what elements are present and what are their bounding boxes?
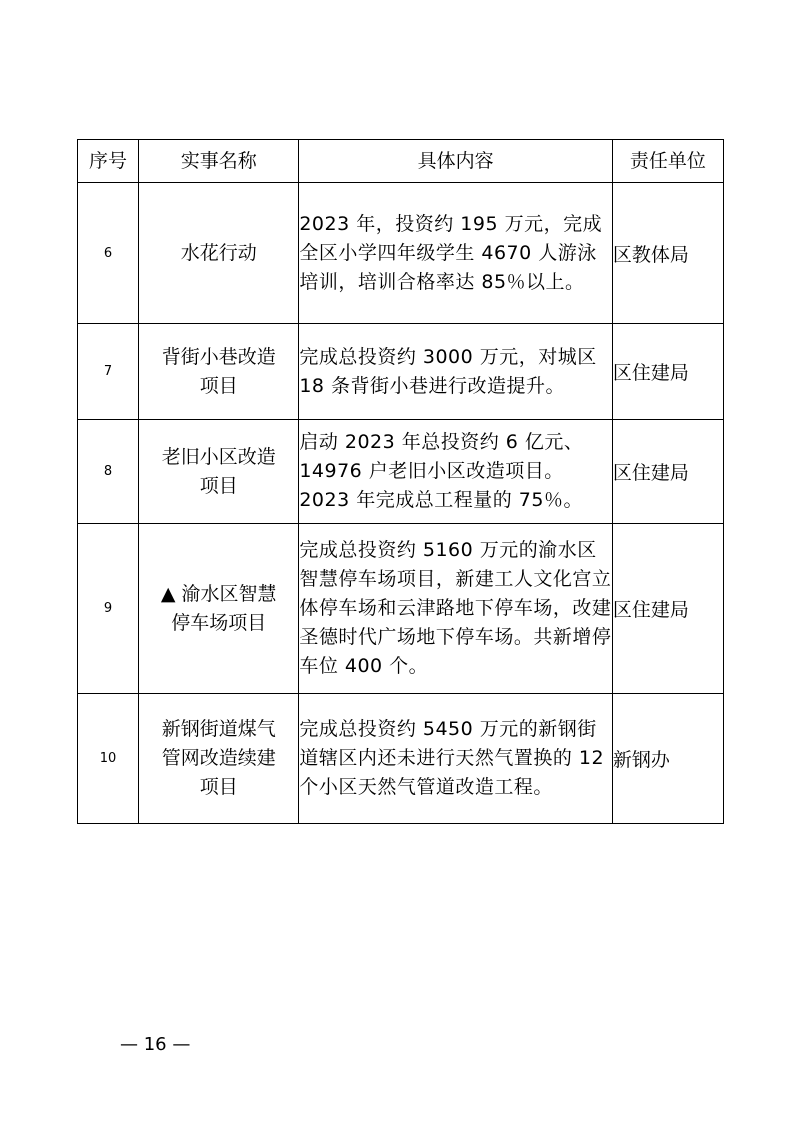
row-project-name <box>139 324 299 420</box>
row-responsible-unit: 区教体局 <box>612 183 723 324</box>
table-row <box>78 420 724 524</box>
row-serial-number: 8 <box>78 420 139 524</box>
row-responsible-unit: 区住建局 <box>612 524 723 694</box>
row-responsible-unit: 区住建局 <box>612 420 723 524</box>
row-serial-number: 10 <box>78 694 139 824</box>
row-project-name <box>139 420 299 524</box>
row-serial-number: 6 <box>78 183 139 324</box>
row-content: 完成总投资约 5450 万元的新钢街道辖区内还未进行天然气置换的 12 个小区天然气管道改造工程。 <box>299 694 612 824</box>
row-project-name-text: 水花行动 <box>180 241 257 264</box>
table-row <box>78 324 724 420</box>
row-serial-number: 9 <box>78 524 139 694</box>
row-content: 完成总投资约 3000 万元，对城区 18 条背街小巷进行改造提升。 <box>299 324 612 420</box>
table-row <box>78 524 724 694</box>
row-project-name <box>139 524 299 694</box>
projects-table <box>77 139 724 824</box>
header-serial-number: 序号 <box>78 140 139 183</box>
table-row <box>78 694 724 824</box>
row-project-name-text: 背街小巷改造项目 <box>161 345 276 397</box>
row-project-name-text: 老旧小区改造项目 <box>161 445 276 497</box>
header-specific-content: 具体内容 <box>299 140 612 183</box>
row-content: 2023 年，投资约 195 万元，完成全区小学四年级学生 4670 人游泳培训，培训合格率达 85％以上。 <box>299 183 612 324</box>
header-project-name: 实事名称 <box>139 140 299 183</box>
page-number: — 16 — <box>120 1034 191 1055</box>
header-responsible-unit: 责任单位 <box>612 140 723 183</box>
row-project-name <box>139 183 299 324</box>
table-row <box>78 183 724 324</box>
row-responsible-unit: 区住建局 <box>612 324 723 420</box>
row-project-name-text: 新钢街道煤气管网改造续建项目 <box>161 718 276 798</box>
row-serial-number: 7 <box>78 324 139 420</box>
table-header-row <box>78 140 724 183</box>
row-project-name <box>139 694 299 824</box>
row-content: 完成总投资约 5160 万元的渝水区智慧停车场项目，新建工人文化宫立体停车场和云津路地下停车场，改建圣德时代广场地下停车场。共新增停车位 400 个。 <box>299 524 612 694</box>
row-content: 启动 2023 年总投资约 6 亿元、14976 户老旧小区改造项目。2023 年完成总工程量的 75％。 <box>299 420 612 524</box>
row-responsible-unit: 新钢办 <box>612 694 723 824</box>
row-project-name-text: ▲ 渝水区智慧停车场项目 <box>160 582 277 634</box>
